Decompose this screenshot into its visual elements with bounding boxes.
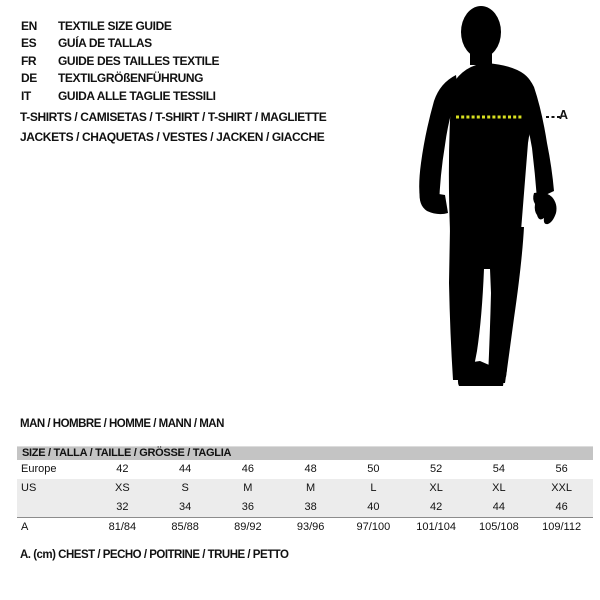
measure-label-a: A — [559, 108, 568, 122]
table-cell: 36 — [241, 501, 254, 513]
table-cell: 48 — [304, 463, 317, 475]
language-code: FR — [21, 53, 37, 68]
silhouette-legs — [449, 227, 524, 380]
language-row-fr — [21, 52, 219, 70]
table-cell: 101/104 — [416, 521, 456, 533]
silhouette-left-hand — [420, 191, 448, 214]
silhouette-back-foot — [489, 369, 507, 383]
table-cell: M — [306, 482, 316, 494]
table-cell: 85/88 — [171, 521, 199, 533]
language-row-it — [21, 87, 219, 105]
row-label-us: US — [21, 482, 37, 494]
man-silhouette-figure — [410, 3, 580, 395]
row-label-europe: Europe — [21, 463, 57, 475]
section-title-man: MAN / HOMBRE / HOMME / MANN / MAN — [20, 418, 224, 430]
table-cell: 52 — [430, 463, 443, 475]
table-row-numeric — [17, 498, 593, 517]
language-label: TEXTILGRÖßENFÜHRUNG — [58, 71, 204, 86]
language-list — [21, 17, 219, 105]
table-cell: 44 — [492, 501, 505, 513]
table-cell: 32 — [116, 501, 129, 513]
table-cell: 56 — [555, 463, 568, 475]
table-row-chest-a — [17, 517, 593, 537]
language-code: EN — [21, 18, 37, 33]
table-cell: 89/92 — [234, 521, 262, 533]
category-line-tshirts: T-SHIRTS / CAMISETAS / T-SHIRT / T-SHIRT / MAGLIETTE — [20, 110, 327, 124]
row-label-a: A — [21, 521, 29, 533]
table-cell: 46 — [241, 463, 254, 475]
table-cell: S — [181, 482, 189, 494]
table-cell: 97/100 — [356, 521, 391, 533]
table-row-us — [17, 479, 593, 498]
table-cell: 54 — [492, 463, 505, 475]
table-cell: 109/112 — [542, 521, 582, 533]
table-cell: 105/108 — [478, 521, 519, 533]
table-cell: 50 — [367, 463, 380, 475]
category-line-jackets: JACKETS / CHAQUETAS / VESTES / JACKEN / GIACCHE — [20, 129, 325, 144]
measure-footnote: A. (cm) CHEST / PECHO / POITRINE / TRUHE / PETTO — [20, 549, 289, 561]
language-row-es — [21, 35, 219, 53]
table-cell: 46 — [555, 501, 568, 513]
table-row-europe — [17, 460, 593, 479]
language-code: IT — [21, 88, 31, 103]
language-row-de — [21, 70, 219, 88]
table-cell: 42 — [430, 501, 443, 513]
silhouette-right-hand — [533, 193, 556, 225]
row-label-blank — [17, 498, 91, 517]
language-label: GUÍA DE TALLAS — [58, 36, 152, 51]
language-code: ES — [21, 36, 37, 51]
language-code: DE — [21, 71, 37, 86]
size-table-header: SIZE / TALLA / TAILLE / GRÖSSE / TAGLIA — [17, 447, 593, 460]
silhouette-neck — [470, 45, 492, 65]
size-table — [17, 446, 593, 537]
table-cell: 93/96 — [296, 521, 325, 533]
table-cell: XS — [115, 482, 130, 494]
man-silhouette — [419, 6, 556, 386]
language-row-en — [21, 17, 219, 35]
table-cell: 81/84 — [108, 521, 137, 533]
language-label: TEXTILE SIZE GUIDE — [58, 18, 172, 33]
table-cell: 34 — [179, 501, 192, 513]
language-label: GUIDE DES TAILLES TEXTILE — [58, 53, 220, 68]
language-label: GUIDA ALLE TAGLIE TESSILI — [58, 88, 216, 103]
table-cell: L — [370, 482, 377, 494]
table-cell: 44 — [179, 463, 192, 475]
table-cell: 38 — [304, 501, 317, 513]
table-cell: 40 — [367, 501, 380, 513]
table-cell: XXL — [551, 482, 573, 494]
table-cell: XL — [492, 482, 506, 494]
table-cell: 42 — [116, 463, 129, 475]
table-cell: M — [243, 482, 253, 494]
category-list — [20, 108, 326, 147]
table-cell: XL — [429, 482, 443, 494]
